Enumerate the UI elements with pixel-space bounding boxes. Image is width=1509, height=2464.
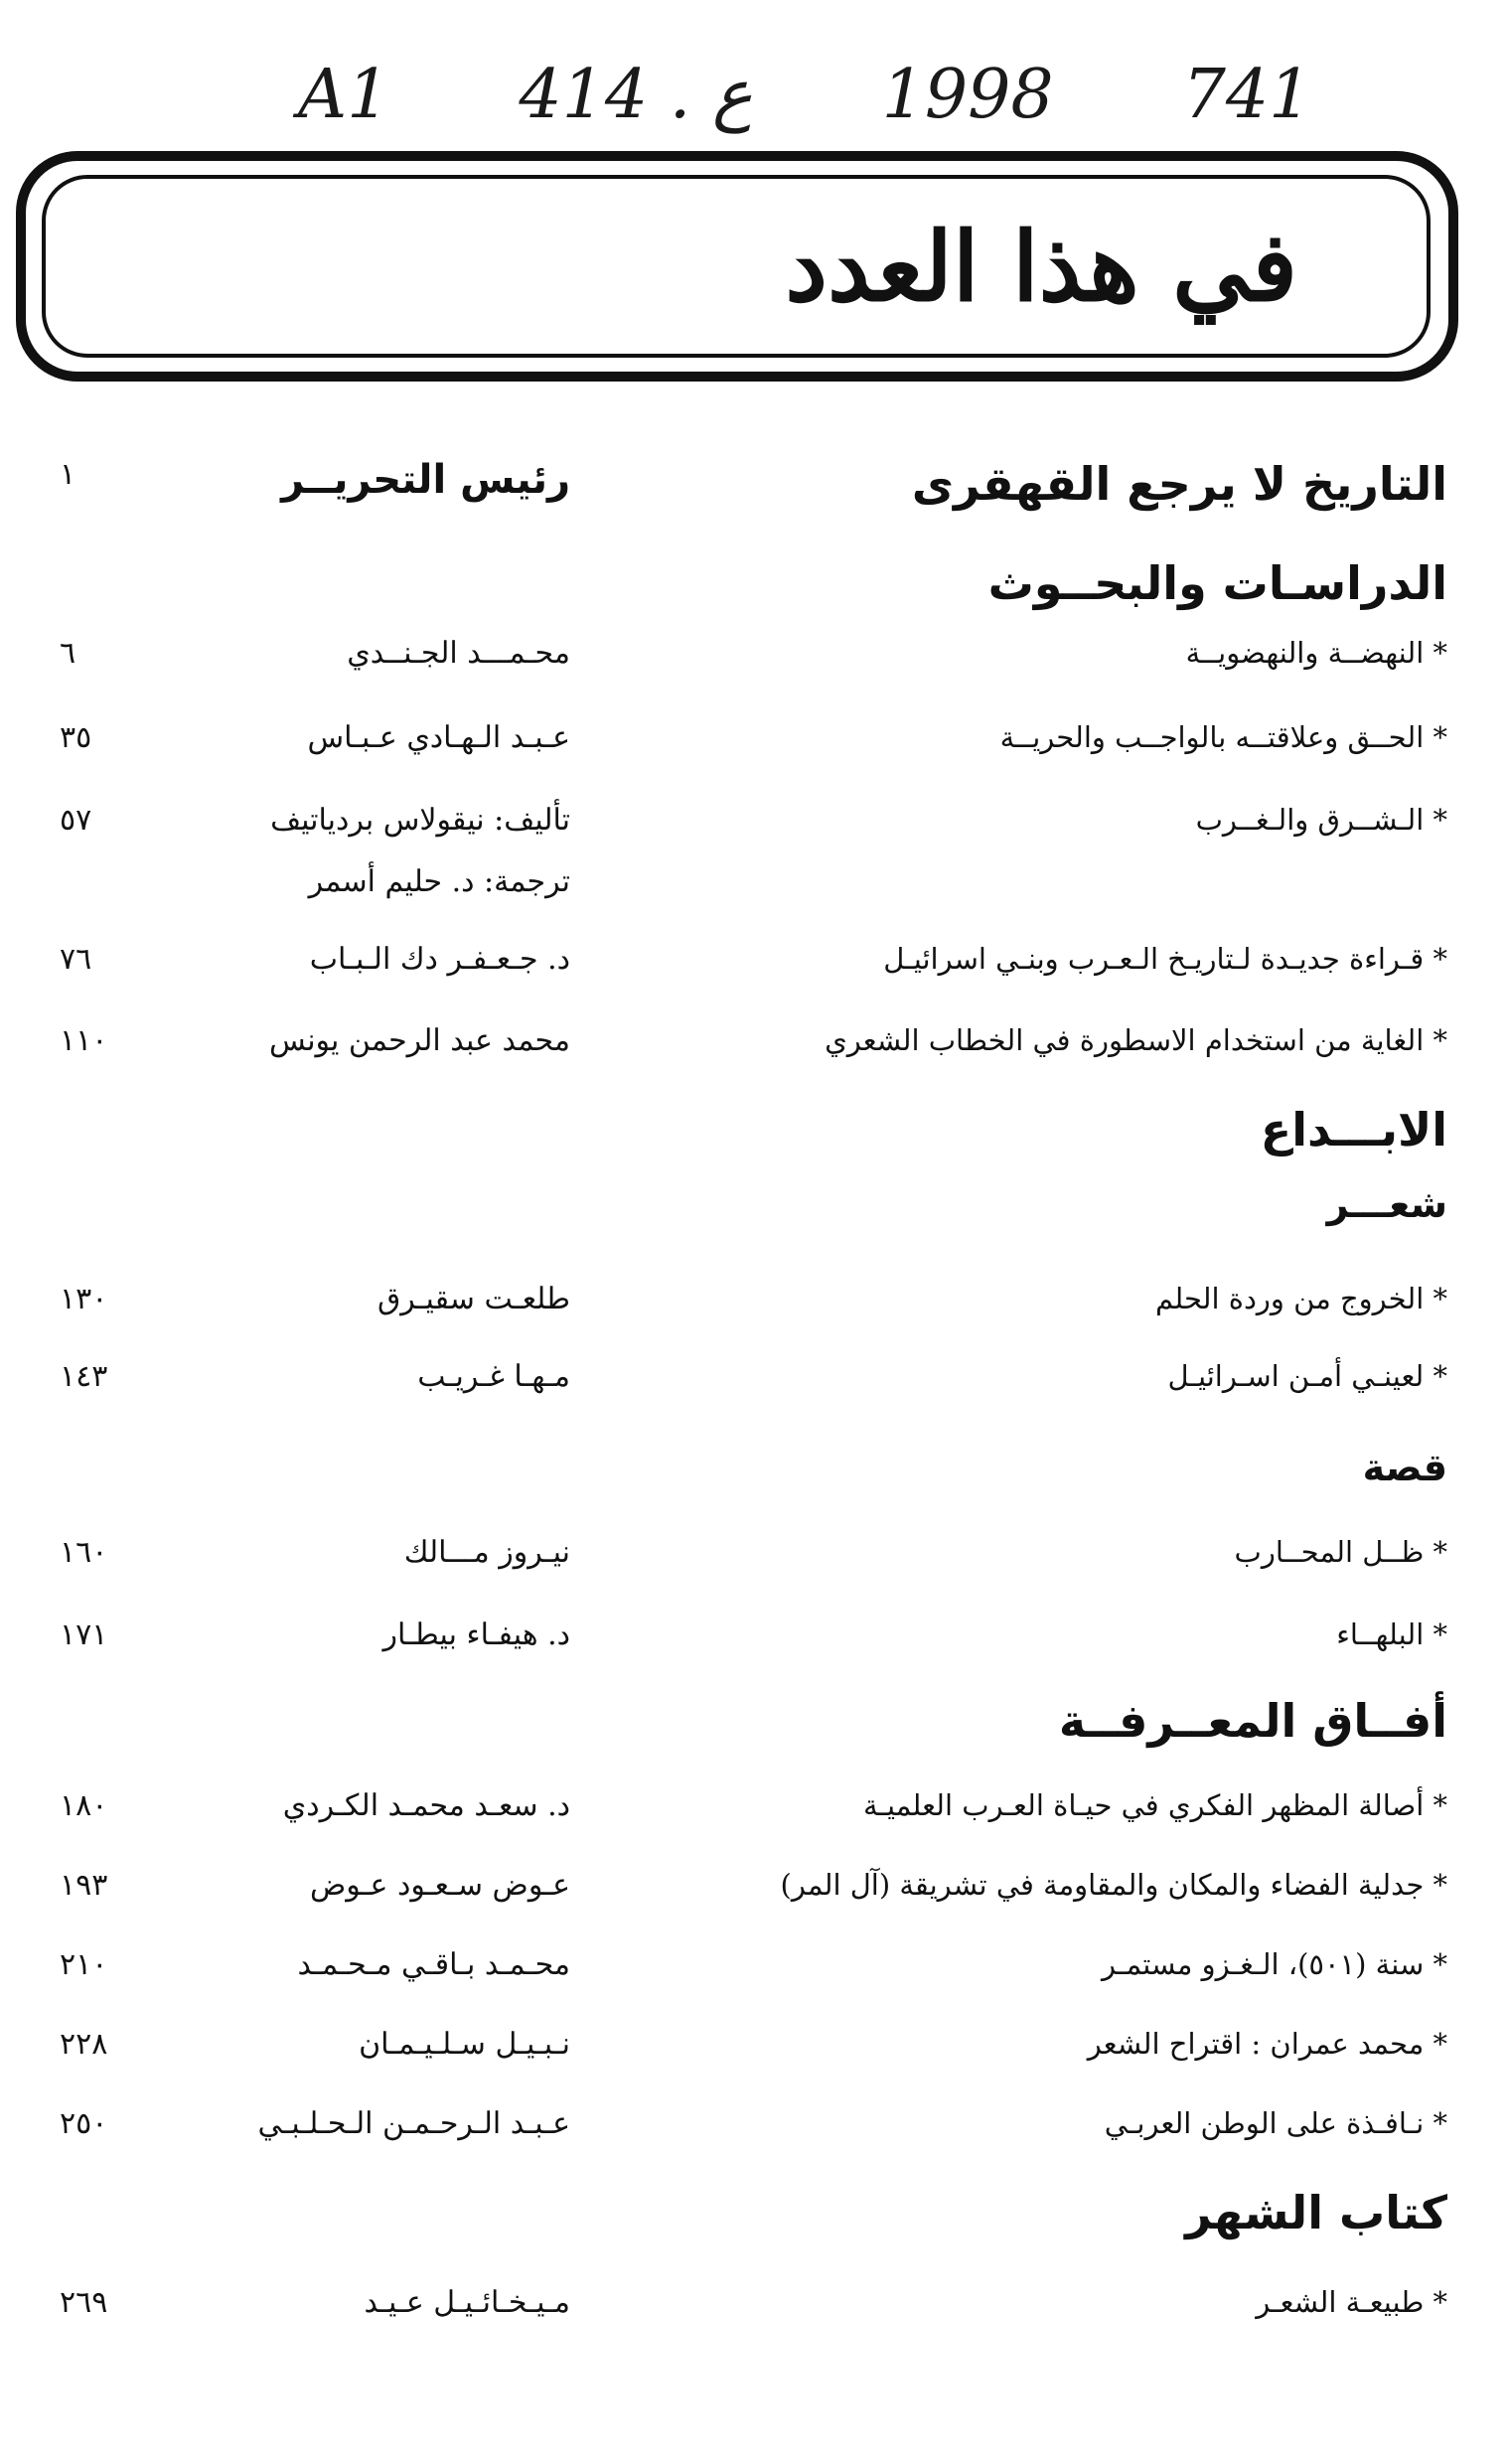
article-author: د. سعـد محمـد الكـردي xyxy=(282,1788,570,1823)
section-heading: كتاب الشهر xyxy=(1185,2186,1447,2239)
article-author: محـمـــد الجـنــدي xyxy=(347,636,570,671)
toc-row xyxy=(0,1617,1509,1677)
article-author: نـبـيـل سـلـيـمـان xyxy=(359,2027,570,2062)
article-title: * جدلية الفضاء والمكان والمقاومة في تشريقة (آل المر) xyxy=(780,1868,1447,1902)
toc-row xyxy=(0,2186,1509,2245)
article-author: عـوض سـعـود عـوض xyxy=(309,1868,570,1903)
article-title: * ظــل المحــارب xyxy=(1234,1535,1447,1569)
article-title: * النهضــة والنهضويــة xyxy=(1185,636,1447,670)
toc-row xyxy=(0,942,1509,1001)
toc-row xyxy=(0,2027,1509,2086)
catalog-code-class: 414 . ع xyxy=(519,55,753,134)
toc-row xyxy=(0,636,1509,695)
toc-row xyxy=(0,1947,1509,2007)
page-number: ١٧١ xyxy=(60,1617,108,1652)
article-title: * أصالة المظهر الفكري في حيـاة العـرب العلميـة xyxy=(863,1788,1447,1822)
toc-row xyxy=(0,2106,1509,2166)
toc-row xyxy=(0,2285,1509,2345)
toc-row xyxy=(0,1868,1509,1927)
page-number: ٢٢٨ xyxy=(60,2027,108,2062)
page-number: ١٤٣ xyxy=(60,1359,108,1394)
article-title: * لعينـي أمـن اسـرائيـل xyxy=(1167,1359,1447,1393)
article-author: تأليف: نيقولاس بردياتيف xyxy=(270,803,570,838)
article-author: رئيس التحريــر xyxy=(281,457,570,503)
article-author: محـمـد بـاقـي مـحـمـد xyxy=(297,1947,570,1982)
article-author: عـبـد الـرحـمـن الـحـلـبـي xyxy=(257,2106,570,2141)
toc-row xyxy=(0,1694,1509,1754)
toc-row xyxy=(0,1446,1509,1505)
page-title: في هذا العدد xyxy=(785,210,1297,323)
toc-row xyxy=(0,1103,1509,1162)
page-number: ١٩٣ xyxy=(60,1868,108,1903)
article-title: * البلهــاء xyxy=(1336,1617,1447,1651)
article-author: مـيـخـائـيـل عـيـد xyxy=(364,2285,570,2320)
page-number: ١٨٠ xyxy=(60,1788,108,1823)
article-title: * سنة (٥٠١)، الـغـزو مستمـر xyxy=(1101,1947,1447,1981)
catalog-code-number: 741 xyxy=(1182,55,1312,134)
page-number: ٢٦٩ xyxy=(60,2285,108,2320)
article-author: نيـروز مـــالك xyxy=(403,1535,570,1570)
page-number: ١٣٠ xyxy=(60,1282,108,1316)
section-heading: الدراسـات والبحــوث xyxy=(987,556,1447,610)
article-title: * الخروج من وردة الحلم xyxy=(1155,1282,1447,1315)
toc-row xyxy=(0,720,1509,780)
article-author: مـهـا غـريـب xyxy=(417,1359,570,1394)
article-title: * محمد عمران : اقتراح الشعر xyxy=(1087,2027,1447,2061)
article-author: د. جـعـفـر دك الـبـاب xyxy=(309,942,570,977)
toc-row xyxy=(0,457,1509,517)
page-number: ٥٧ xyxy=(60,803,92,838)
section-heading: التاريخ لا يرجع القهقرى xyxy=(911,457,1447,511)
toc-row xyxy=(0,1023,1509,1083)
toc-row xyxy=(0,803,1509,862)
page-number: ٦ xyxy=(60,636,76,671)
section-heading: شعـــر xyxy=(1326,1182,1447,1226)
toc-row xyxy=(0,864,1509,924)
article-title: * طبيعـة الشعـر xyxy=(1256,2285,1447,2319)
catalog-code-year: 1998 xyxy=(881,55,1054,134)
article-author: عـبـد الـهـادي عـبـاس xyxy=(307,720,570,755)
article-author: ترجمة: د. حليم أسمر xyxy=(308,864,570,899)
page-number: ١ xyxy=(60,457,76,492)
page-number: ١١٠ xyxy=(60,1023,108,1058)
article-author: طلعـت سقيـرق xyxy=(377,1282,570,1316)
article-author: د. هيفـاء بيطـار xyxy=(382,1617,570,1652)
page-number: ٣٥ xyxy=(60,720,92,755)
toc-row xyxy=(0,1282,1509,1341)
article-title: * قـراءة جديـدة لـتاريـخ الـعـرب وبنـي اسرائيـل xyxy=(883,942,1447,976)
section-heading: الابـــداع xyxy=(1260,1103,1447,1156)
section-heading: أفــاق المعــرفــة xyxy=(1058,1694,1447,1748)
toc-row xyxy=(0,1535,1509,1595)
toc-row xyxy=(0,1182,1509,1242)
article-title: * الـشــرق والـغــرب xyxy=(1195,803,1447,837)
page-number: ٢١٠ xyxy=(60,1947,108,1982)
page-number: ١٦٠ xyxy=(60,1535,108,1570)
catalog-code-a1: A1 xyxy=(298,55,390,134)
article-title: * الغاية من استخدام الاسطورة في الخطاب الشعري xyxy=(825,1023,1447,1057)
page-number: ٢٥٠ xyxy=(60,2106,108,2141)
section-heading: قصة xyxy=(1362,1446,1447,1489)
toc-row xyxy=(0,1788,1509,1848)
toc-row xyxy=(0,556,1509,616)
article-title: * نـافـذة على الوطن العربـي xyxy=(1104,2106,1447,2140)
article-author: محمد عبد الرحمن يونس xyxy=(268,1023,570,1058)
toc-row xyxy=(0,1359,1509,1419)
article-title: * الحــق وعلاقتــه بالواجــب والحريــة xyxy=(999,720,1447,754)
page-number: ٧٦ xyxy=(60,942,92,977)
